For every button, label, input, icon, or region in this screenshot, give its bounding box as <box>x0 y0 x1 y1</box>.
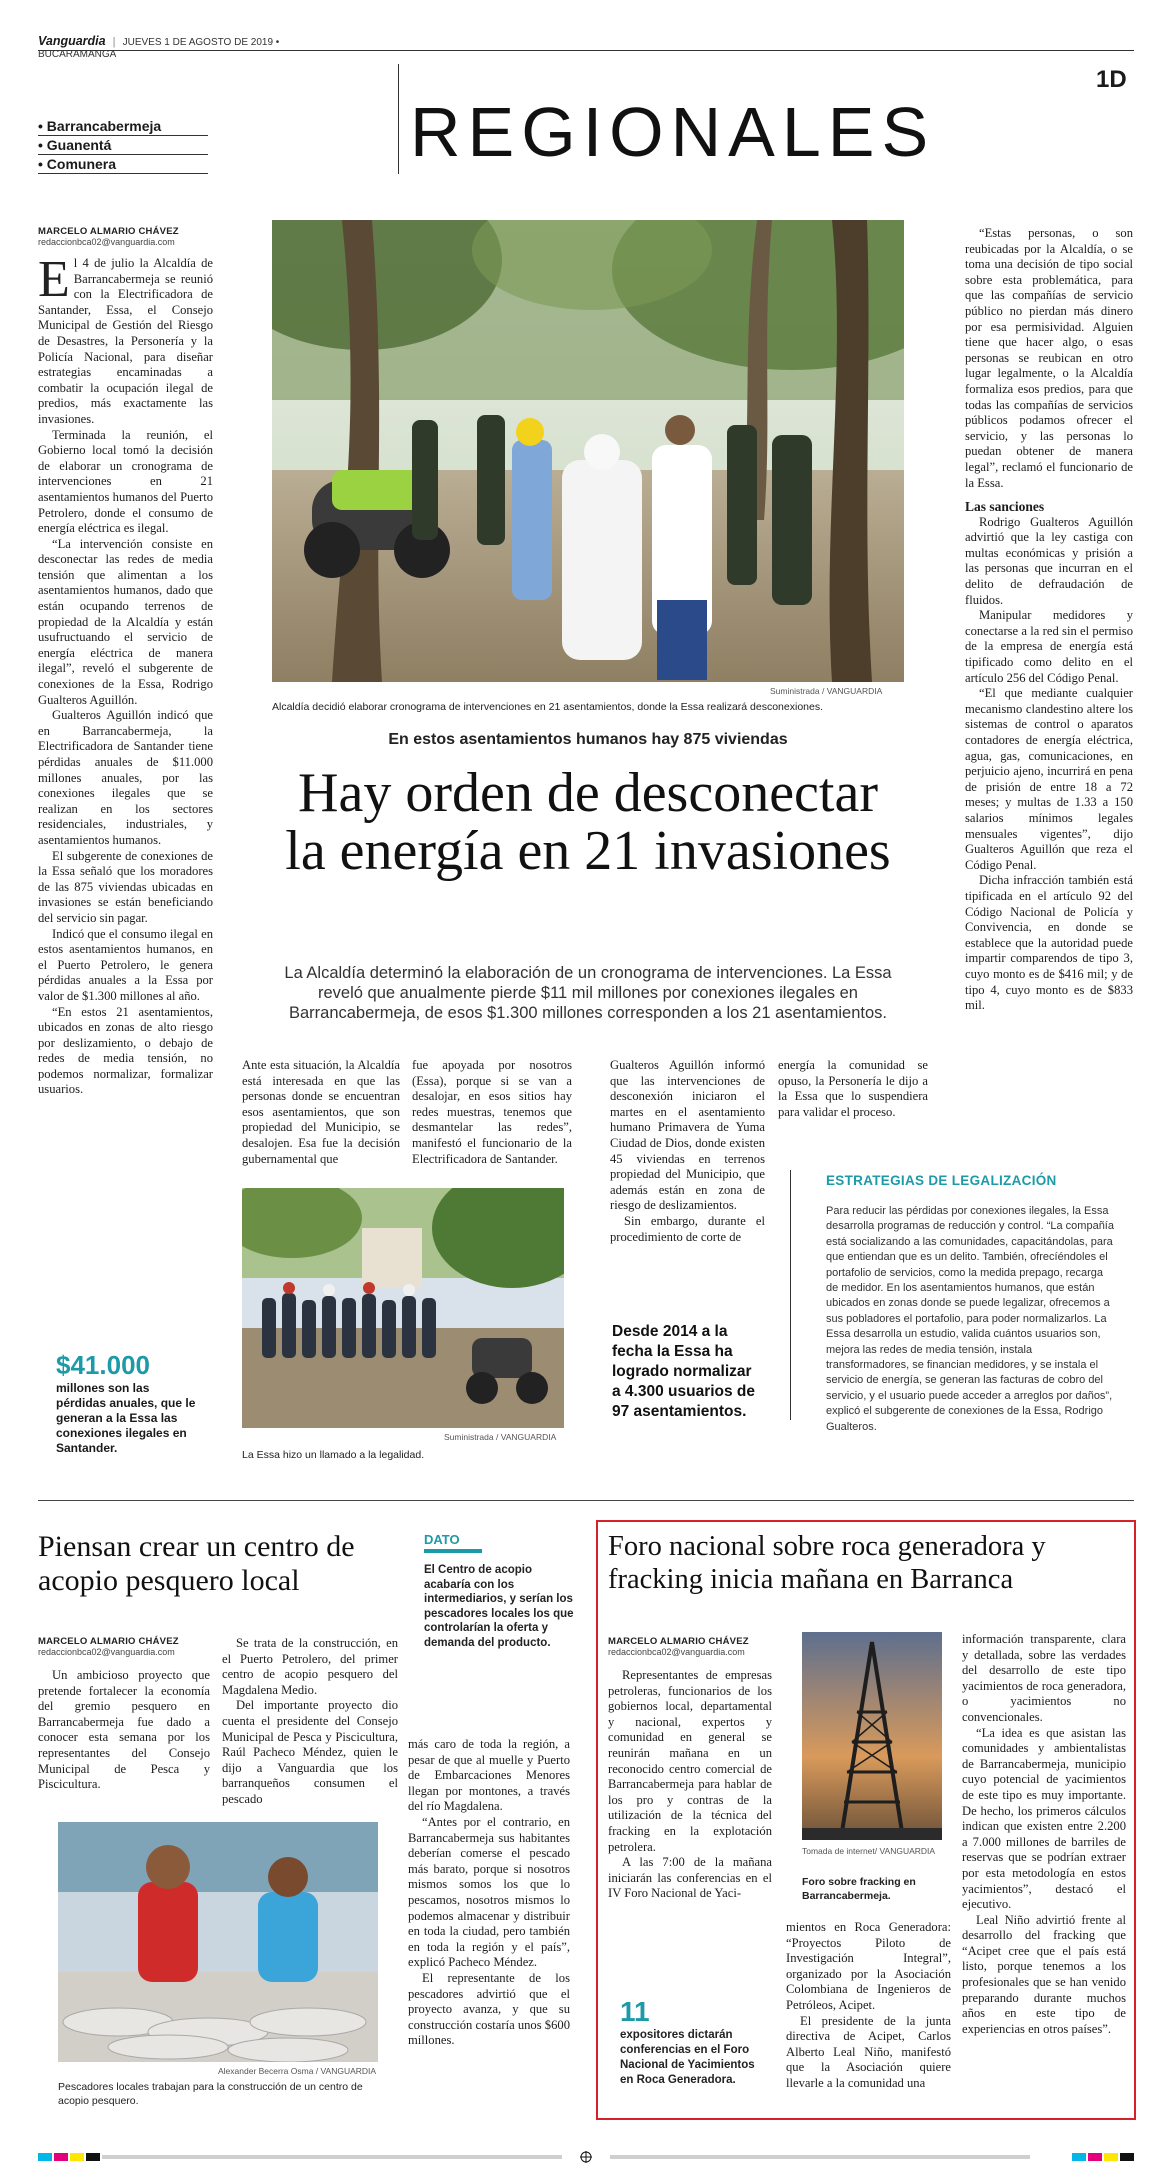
color-registration-bar <box>38 2150 1134 2162</box>
dato-text: El Centro de acopio acabaría con los intermediarios, y serían los pescadores locales los que controlarían la oferta y demanda del producto. <box>424 1564 574 1649</box>
page-number: 1D <box>1096 66 1127 93</box>
kicker: En estos asentamientos humanos hay 875 viviendas <box>388 731 788 748</box>
story2-col1: Un ambicioso proyecto que pretende fortalecer la economía del gremio pesquero en Barrancabermeja fue dado a conocer esta semana por los representantes del Consejo Municipal de Pesca y Piscicultura. <box>38 1668 210 1792</box>
main-byline <box>38 226 213 247</box>
community-photo-caption: La Essa hizo un llamado a la legalidad. <box>242 1449 425 1461</box>
strategy-box-text: Para reducir las pérdidas por conexiones ilegales, la Essa desarrolla programas de reducción y control. “La compañía está socializando a las comunidades, capacitándolas, para que entiendan que es un delito. También, ofrecíéndoles el portafolio de servicios, como la medida prepago, recarga de medidor. En los asentamientos humanos, que están ubicados en zonas donde se puede legalizar, ofrecemos a sus pobladores el portafolio, para poder normalizarlos. La Essa desarrolla un estudio, valida cuántos usuarios son, mejora las redes de media tensión, instala transformadores, se financian medidores, y se instala el servicio de energía, se generan las facturas de cobro del servicio, y el usuario puede acceder a arreglos por daños”, explicó el subgerente de conexiones de la Essa, Rodrigo Gualteros. <box>826 1205 1114 1433</box>
rig-photo-caption: Foro sobre fracking en Barrancabermeja. <box>802 1876 916 1902</box>
drilling-rig-image <box>802 1632 942 1840</box>
forest-scene-image <box>272 220 904 682</box>
main-col5: energía la comunidad se opuso, la Personería le dijo a la Essa que lo suspendiera para validar el proceso. <box>778 1058 928 1119</box>
story3-col2: mientos en Roca Generadora: “Proyectos Piloto de Investigación Integral”, organizado por la Asociación Colombiana de Ingenieros de Petróleos, Acipet. El presidente de la junta directiva de Acipet, Carlos Alberto Leal Niño, manifestó que la Asociación quiere llevarle a la comunidad una <box>786 1920 951 2090</box>
main-headline: Hay orden de desconectar la energía en 21 invasiones <box>285 762 891 882</box>
fishermen-photo-credit: Alexander Becerra Osma / VANGUARDIA <box>218 2066 377 2076</box>
brand-logo: Vanguardia <box>38 34 106 48</box>
story3-byline: MARCELO ALMARIO CHÁVEZ redaccionbca02@vanguardia.com <box>608 1636 749 1657</box>
crowd-scene-image <box>242 1188 564 1428</box>
story2-headline: Piensan crear un centro de acopio pesquero local <box>38 1530 355 1597</box>
masthead-rule <box>38 50 1134 51</box>
strategy-box-title: ESTRATEGIAS DE LEGALIZACIÓN <box>826 1173 1057 1188</box>
region-item[interactable]: • Comunera <box>38 156 208 174</box>
main-col4: Gualteros Aguillón informó que las intervenciones de desconexión iniciaron el martes en el asentamiento humano Primavera de Yuma Ciudad de Dios, donde existen 45 viviendas en terrenos propiedad del Municipio, que además están en zona de riesgo de deslizamientos. Sin embargo, durante el procedimiento de corte de <box>610 1058 765 1244</box>
region-list <box>38 118 208 175</box>
rig-photo <box>802 1632 942 1840</box>
main-right-col: “Estas personas, o son reubicadas por la Alcaldía, o se toma una decisión de tipo social sobre esta problemática, para que las compañías de servicio público no pierdan más dinero por esa permisividad. Alguien tiene que hacer algo, o esas personas se reubican en otro lugar legalmente, o la Alcaldía formaliza esos predios, para que todas las compañías de servicios públicos podamos ofrecer el servicio, y las personas lo puedan obtener de manera legal”, reclamó el funcionario de la Essa. Las sanciones Rodrigo Gualteros Aguillón advirtió que la ley castiga con multas económicas y prisión a las personas que incurran en el delito de defraudación de fluidos. Manipular medidores y conectarse a la red sin el permiso de la empresa de energía está tipificado como delito en el artículo 256 del Código Penal. “El que mediante cualquier mecanismo clandestino altere los sistemas de control o aparatos contadores de energía eléctrica, agua, gas, comunicaciones, en perjuicio ajeno, incurrirá en pena de prisión de entre 18 a 72 meses; y multas de 1.33 a 150 salarios mínimos legales mensuales vigentes”, dijo Gualteros Aguillón que reza el Código Penal. Dicha infracción también está tipificada en el artículo 92 del Código Nacional de Policía y Convivencia, en donde se establece que la autoridad puede impartir comparendos de tipo 3, cuyo monto es de $416 mil; y de tipo 4, cuyo monto es de $833 mil. <box>965 226 1133 1013</box>
story2-byline: MARCELO ALMARIO CHÁVEZ redaccionbca02@vanguardia.com <box>38 1636 179 1657</box>
lead-paragraph: La Alcaldía determinó la elaboración de un cronograma de intervenciones. La Essa reveló que anualmente pierde $11 mil millones por conexiones ilegales en Barrancabermeja, de esos $1.300 millones corresponden a los 21 asentamientos. <box>284 964 892 1022</box>
dato-label: DATO <box>424 1532 482 1553</box>
registration-marks-icon <box>38 2151 1134 2163</box>
box-bracket <box>790 1170 802 1420</box>
byline-name: MARCELO ALMARIO CHÁVEZ <box>38 226 179 237</box>
date-line: JUEVES 1 DE AGOSTO DE 2019 • BUCARAMANGA <box>38 37 280 60</box>
rig-photo-credit: Tomada de internet/ VANGUARDIA <box>802 1846 936 1856</box>
masthead-line: Vanguardia | JUEVES 1 DE AGOSTO DE 2019 • BUCARAMANGA <box>38 34 280 60</box>
normalized-highlight: Desde 2014 a la fecha la Essa ha logrado normalizar a 4.300 usuarios de 97 asentamientos. <box>612 1323 756 1420</box>
section-separator <box>38 1500 1134 1501</box>
story3-col1: Representantes de empresas petroleras, funcionarios de los gobiernos local, departamental y nacional, expertos y comunidad en general se reunirán mañana en un reconocido centro comercial de Barrancabermeja para hablar de los pro y contras de la utilización de la técnica del fracking en la explotación petrolera. A las 7:00 de la mañana iniciarán las conferencias en el IV Foro Nacional de Yaci- <box>608 1668 772 1901</box>
stat-text: expositores dictarán conferencias en el Foro Nacional de Yacimientos en Roca Generadora. <box>620 2029 755 2086</box>
dato-box <box>424 1532 574 1650</box>
story3-col3: información transparente, clara y detallada, sobre las verdades del desarrollo de este tipo yacimientos de roca generadora, o yacimientos no convencionales. “La idea es que asistan las comunidades y ambientalistas de Barrancabermeja, municipio cuyo potencial de yacimientos de este tipo es muy importante. De hecho, los primeros cálculos indican que existen entre 2.200 a 7.000 millones de barriles de reservas que se podrían extraer por esta metodología en estos yacimientos”, destacó el ejecutivo. Leal Niño advirtió frente al desarrollo del fracking que “Acipet cree que el país está listo, porque tenemos a los profesionales que se han venido preparando durante muchos años en este tipo de experiencias en otros países”. <box>962 1632 1126 2036</box>
section-title: REGIONALES <box>410 93 936 171</box>
loss-stat <box>56 1350 196 1456</box>
fishermen-photo-caption: Pescadores locales trabajan para la construcción de un centro de acopio pesquero. <box>58 2081 363 2107</box>
main-photo <box>272 220 904 682</box>
main-col1: El 4 de julio la Alcaldía de Barrancabermeja se reunió con la Electrificadora de Santander, Essa, el Consejo Municipal de Gestión del Riesgo de Desastres, la Personería y la Policía Nacional, para diseñar estrategias encaminadas a combatir la ocupación ilegal de predios, más exactamente las invasiones. Terminada la reunión, el Gobierno local tomó la decisión de elaborar un cronograma de intervenciones en 21 asentamientos humanos del Puerto Petrolero, donde el consumo de energía eléctrica es ilegal. “La intervención consiste en desconectar las redes de media tensión que alimentan a los asentamientos humanos, dado que están ocupando terrenos de propiedad de la Alcaldía y están usufructuando el servicio de energía eléctrica de manera ilegal”, reveló el subgerente de conexiones de la Essa, Rodrigo Gualteros Aguillón. Gualteros Aguillón indicó que en Barrancabermeja, la Electrificadora de Santander tiene pérdidas anuales de $11.000 millones anuales, por las conexiones ilegales que se realizan en los sectores residenciales, industriales, y asentamientos humanos. El subgerente de conexiones de la Essa señaló que los moradores de las 875 viviendas ubicadas en invasiones se están beneficiando del servicio sin pagar. Indicó que el consumo ilegal en estos asentamientos humanos, en el Puerto Petrolero, le genera pérdidas anuales a la Essa por valor de $1.300 millones al año. “En estos 21 asentamientos, ubicados en zonas de alto riesgo por deslizamiento, o debajo de redes de media tensión, no podemos normalizar, formalizar usuarios. <box>38 251 213 1097</box>
stat-value: 11 <box>620 1996 650 2027</box>
fishermen-image <box>58 1822 378 2062</box>
subhead-sanciones: Las sanciones <box>965 499 1045 515</box>
main-photo-credit: Suministrada / VANGUARDIA <box>770 686 883 696</box>
community-photo-credit: Suministrada / VANGUARDIA <box>444 1432 557 1442</box>
stat-text: millones son las pérdidas anuales, que le generan a la Essa las conexiones ilegales en Santander. <box>56 1381 196 1455</box>
story3-headline: Foro nacional sobre roca generadora y fracking inicia mañana en Barranca <box>608 1531 1046 1595</box>
main-col2: Ante esta situación, la Alcaldía está interesada en que las personas donde se encuentran esos asentamientos, que son propiedad del Municipio, se desalojen. Esa fue la decisión gubernamental que <box>242 1058 400 1166</box>
region-item[interactable]: • Barrancabermeja <box>38 118 208 136</box>
community-photo <box>242 1188 564 1428</box>
fishermen-photo <box>58 1822 378 2062</box>
expositores-stat <box>620 1996 770 2088</box>
region-item[interactable]: • Guanentá <box>38 137 208 155</box>
drop-cap: E <box>38 251 70 308</box>
byline-email[interactable]: redaccionbca02@vanguardia.com <box>38 237 175 247</box>
section-divider <box>398 64 399 174</box>
story2-col2: Se trata de la construcción, en el Puerto Petrolero, del primer centro de acopio pesquero del Magdalena Medio. Del importante proyecto dio cuenta el presidente del Consejo Municipal de Pesca y Piscicultura, Raúl Pacheco Méndez, quien le dijo a Vanguardia que los barranqueños consumen el pescado <box>222 1636 398 1806</box>
main-photo-caption: Alcaldía decidió elaborar cronograma de intervenciones en 21 asentamientos, donde la Essa realizará desconexiones. <box>272 701 824 713</box>
main-col3: fue apoyada por nosotros (Essa), porque si se van a desalojar, en esos sitios hay redes muestras, tenemos que desmantelar las redes”, manifestó el funcionario de la Electrificadora de Santander. <box>412 1058 572 1166</box>
stat-value: $41.000 <box>56 1350 150 1380</box>
story2-col3: más caro de toda la región, a pesar de que al muelle y Puerto de Embarcaciones Menores llegan por montones, a través del río Magdalena. “Antes por el contrario, en Barrancabermeja sus habitantes deberían comerse el pescado más barato, porque si nosotros mismos somos los que lo pescamos, nosotros mismos lo podemos almacenar y distribuir en toda la ciudad, pero también en toda la región y el país”, explicó Pacheco Méndez. El representante de los pescadores advirtió que el proyecto avanza, y que su construcción costaría unos $600 millones. <box>408 1737 570 2048</box>
